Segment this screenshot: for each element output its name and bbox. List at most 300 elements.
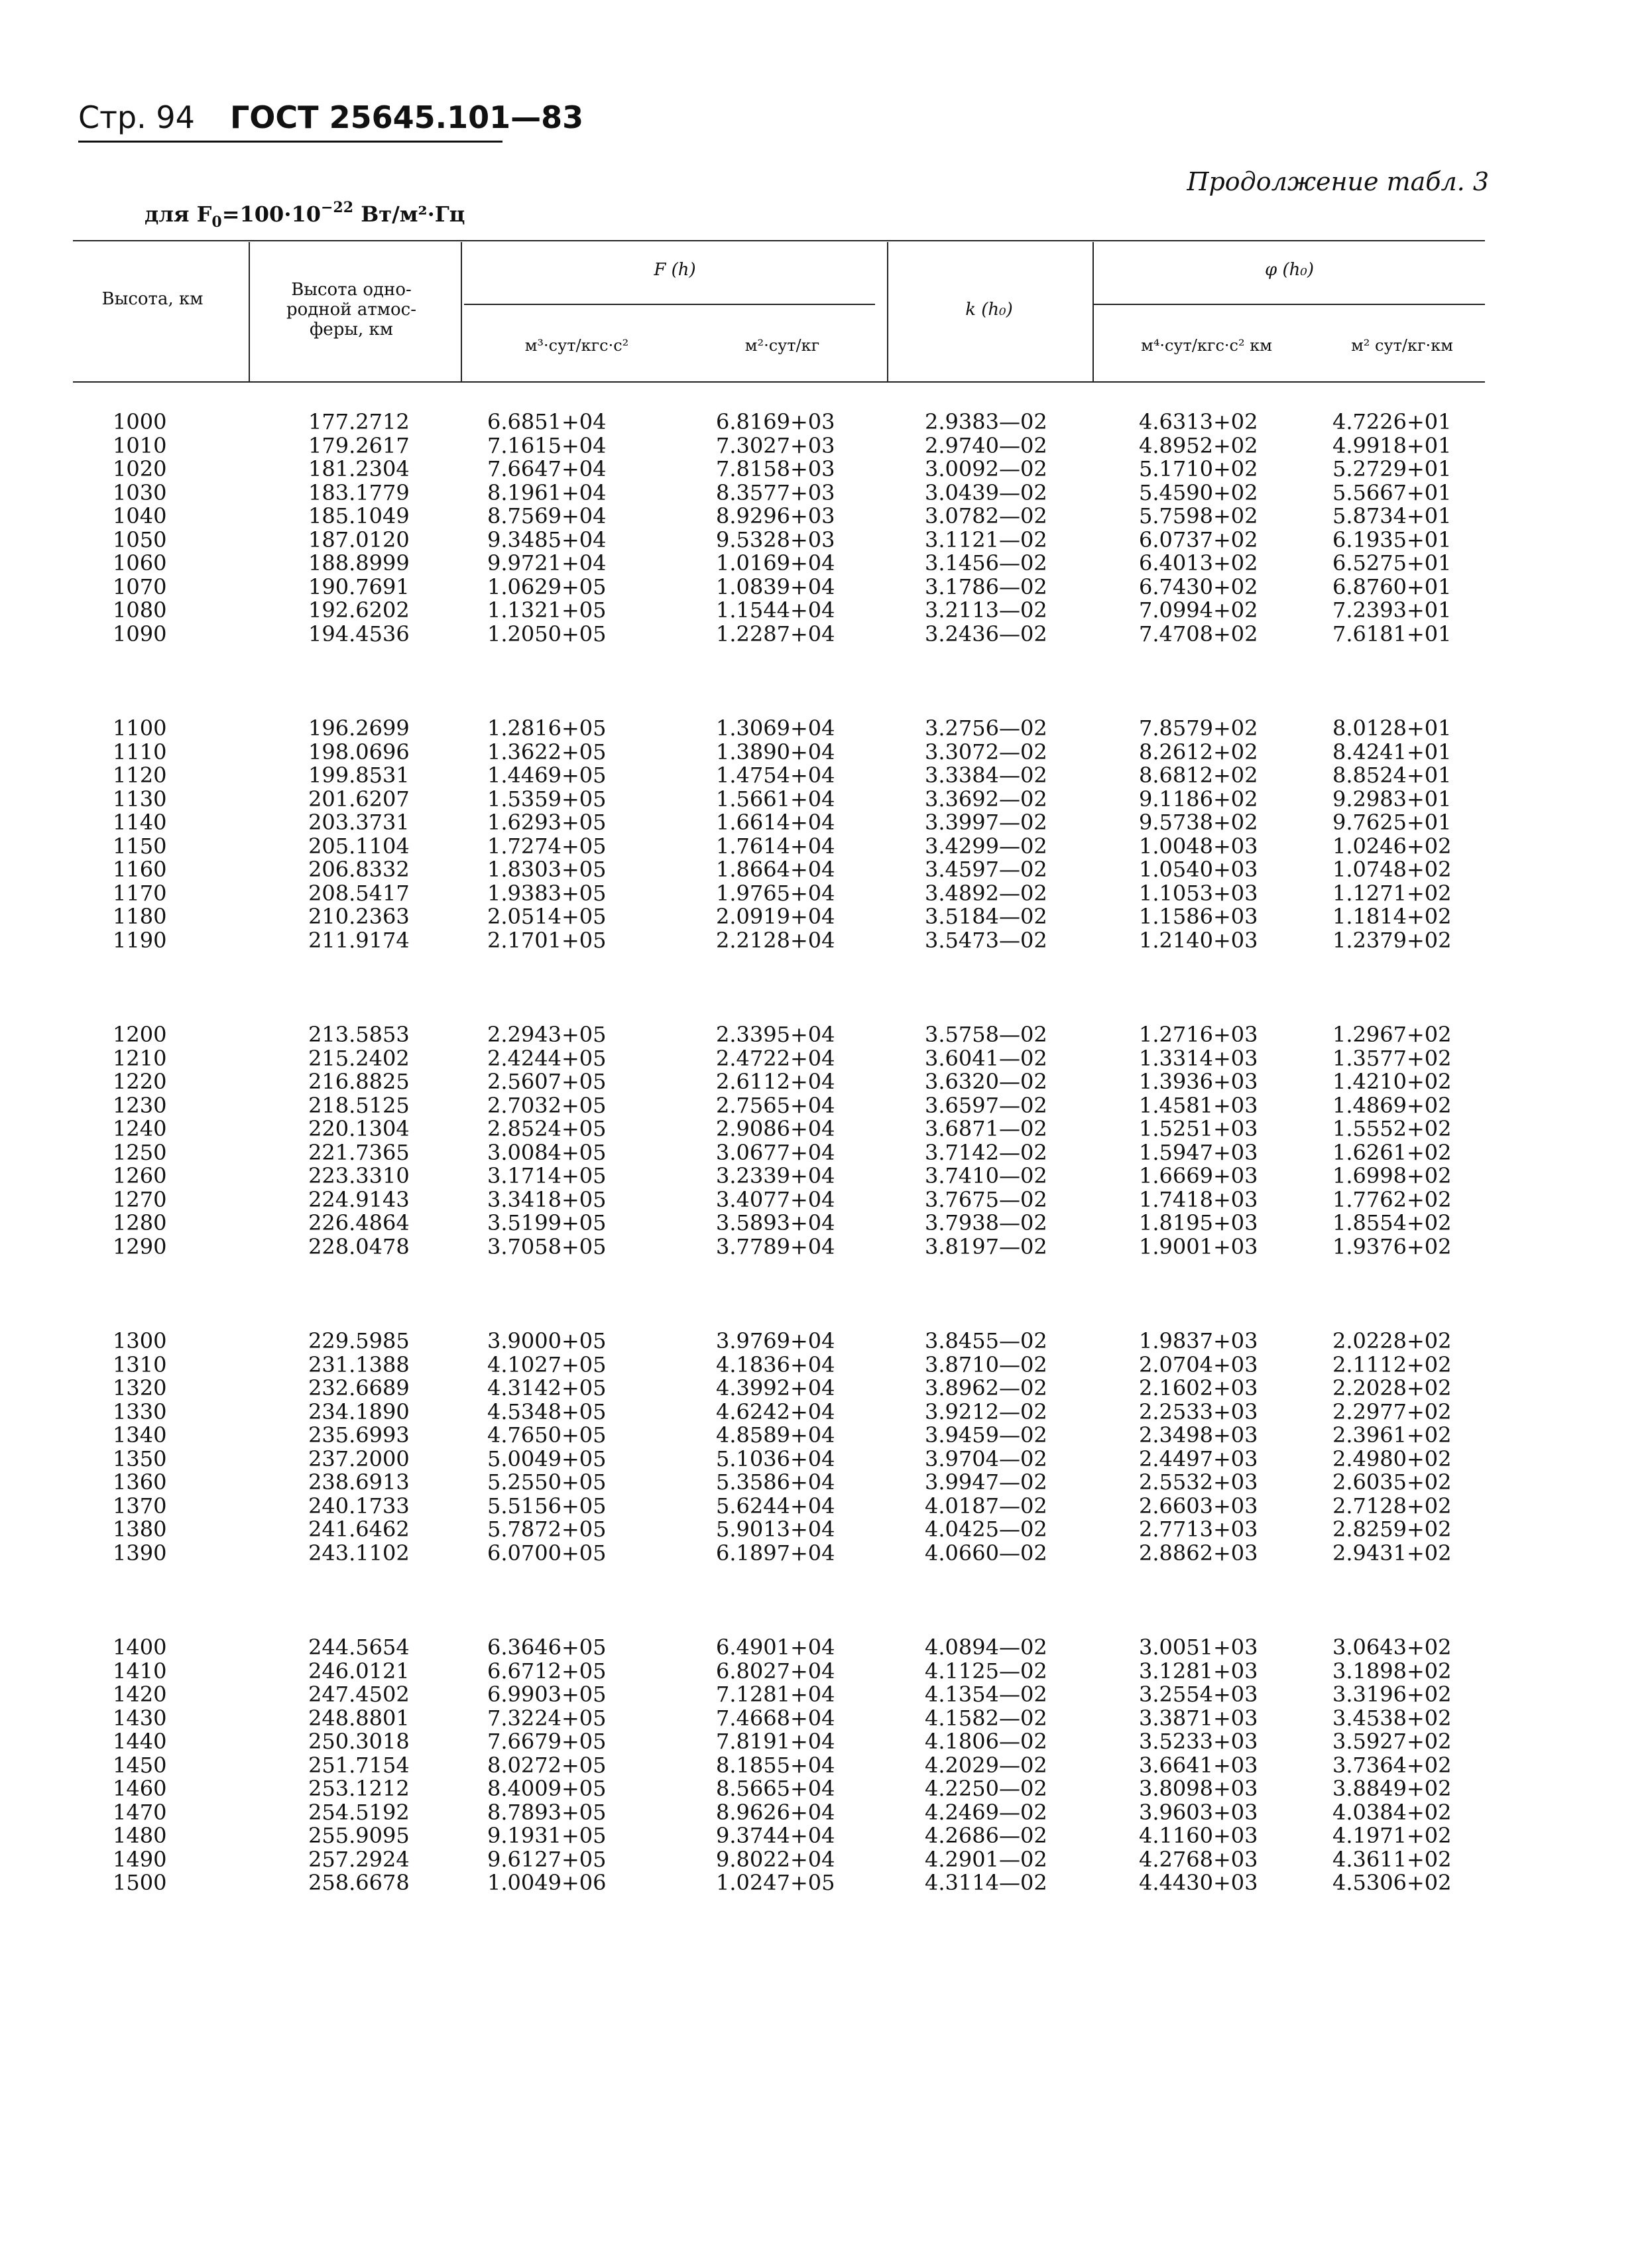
cell-homog: 238.6913 bbox=[308, 1469, 410, 1495]
table-row bbox=[0, 1659, 1652, 1683]
cell-homog: 190.7691 bbox=[308, 574, 410, 599]
cell-homog: 221.7365 bbox=[308, 1139, 410, 1165]
table-row bbox=[0, 881, 1652, 905]
cell-k: 3.5473—02 bbox=[925, 927, 1047, 953]
cell-F2: 4.6242+04 bbox=[716, 1399, 835, 1424]
table-row bbox=[0, 1847, 1652, 1871]
cell-F1: 6.6851+04 bbox=[487, 409, 607, 434]
cell-height: 1260 bbox=[113, 1163, 167, 1188]
table-row bbox=[0, 1517, 1652, 1541]
cell-k: 3.1456—02 bbox=[925, 550, 1047, 576]
table-row bbox=[0, 1871, 1652, 1895]
cell-phi2: 1.4210+02 bbox=[1332, 1069, 1452, 1094]
cell-phi2: 2.1112+02 bbox=[1332, 1351, 1452, 1377]
cell-F1: 9.9721+04 bbox=[487, 550, 607, 576]
cell-homog: 194.4536 bbox=[308, 621, 410, 647]
cell-homog: 251.7154 bbox=[308, 1752, 410, 1778]
cell-F2: 5.9013+04 bbox=[716, 1517, 835, 1542]
cell-k: 4.2469—02 bbox=[925, 1799, 1047, 1825]
cell-phi2: 3.1898+02 bbox=[1332, 1658, 1452, 1684]
header-bottom-rule bbox=[73, 381, 1485, 383]
cell-phi2: 7.2393+01 bbox=[1332, 597, 1452, 623]
table-row bbox=[0, 1235, 1652, 1259]
cell-homog: 208.5417 bbox=[308, 880, 410, 906]
cell-phi2: 7.6181+01 bbox=[1332, 621, 1452, 647]
cell-phi2: 2.4980+02 bbox=[1332, 1446, 1452, 1471]
cell-phi2: 2.2028+02 bbox=[1332, 1375, 1452, 1401]
table-row bbox=[0, 1211, 1652, 1235]
cell-homog: 213.5853 bbox=[308, 1022, 410, 1047]
cell-phi1: 4.6313+02 bbox=[1139, 409, 1258, 434]
cell-phi1: 1.1053+03 bbox=[1139, 880, 1258, 906]
cell-k: 3.7142—02 bbox=[925, 1139, 1047, 1165]
col-phi-unit2: м² сут/кг·км bbox=[1351, 336, 1453, 355]
col-phi-unit1: м⁴·сут/кгс·с² км bbox=[1141, 336, 1272, 355]
cell-phi1: 7.8579+02 bbox=[1139, 716, 1258, 741]
cell-height: 1130 bbox=[113, 786, 167, 812]
cell-F1: 2.8524+05 bbox=[487, 1116, 607, 1141]
cell-F2: 9.5328+03 bbox=[716, 527, 835, 552]
cell-height: 1330 bbox=[113, 1399, 167, 1424]
cell-phi2: 1.5552+02 bbox=[1332, 1116, 1452, 1141]
cell-height: 1500 bbox=[113, 1870, 167, 1895]
table-row bbox=[0, 1776, 1652, 1800]
cell-homog: 183.1779 bbox=[308, 479, 410, 505]
cell-phi1: 3.1281+03 bbox=[1139, 1658, 1258, 1684]
cell-F2: 3.5893+04 bbox=[716, 1210, 835, 1235]
table-row bbox=[0, 740, 1652, 764]
cell-phi1: 7.4708+02 bbox=[1139, 621, 1258, 647]
cell-homog: 229.5985 bbox=[308, 1328, 410, 1353]
table-row bbox=[0, 1729, 1652, 1753]
cell-homog: 218.5125 bbox=[308, 1092, 410, 1118]
cell-height: 1120 bbox=[113, 763, 167, 788]
cell-phi2: 9.2983+01 bbox=[1332, 786, 1452, 812]
cell-F2: 1.2287+04 bbox=[716, 621, 835, 647]
cell-F2: 1.6614+04 bbox=[716, 810, 835, 835]
cell-F2: 2.4722+04 bbox=[716, 1045, 835, 1071]
cell-phi1: 3.6641+03 bbox=[1139, 1752, 1258, 1778]
cell-phi2: 2.8259+02 bbox=[1332, 1517, 1452, 1542]
cell-phi2: 2.0228+02 bbox=[1332, 1328, 1452, 1353]
cell-phi2: 1.1271+02 bbox=[1332, 880, 1452, 906]
cell-height: 1200 bbox=[113, 1022, 167, 1047]
cell-F1: 5.2550+05 bbox=[487, 1469, 607, 1495]
flux-condition bbox=[145, 199, 465, 231]
cell-F1: 1.5359+05 bbox=[487, 786, 607, 812]
cell-height: 1040 bbox=[113, 503, 167, 529]
cell-F1: 7.6679+05 bbox=[487, 1729, 607, 1754]
table-row bbox=[0, 1682, 1652, 1706]
cell-phi2: 1.2379+02 bbox=[1332, 927, 1452, 953]
cell-homog: 211.9174 bbox=[308, 927, 410, 953]
cell-homog: 201.6207 bbox=[308, 786, 410, 812]
cell-phi2: 1.8554+02 bbox=[1332, 1210, 1452, 1235]
cell-F1: 3.9000+05 bbox=[487, 1328, 607, 1353]
cell-k: 3.2113—02 bbox=[925, 597, 1047, 623]
cell-k: 3.5758—02 bbox=[925, 1022, 1047, 1047]
table-row bbox=[0, 1706, 1652, 1730]
cell-homog: 199.8531 bbox=[308, 763, 410, 788]
table-row bbox=[0, 1353, 1652, 1377]
cell-F1: 9.3485+04 bbox=[487, 527, 607, 552]
cell-F1: 8.7893+05 bbox=[487, 1799, 607, 1825]
cell-phi2: 1.4869+02 bbox=[1332, 1092, 1452, 1118]
cell-homog: 241.6462 bbox=[308, 1517, 410, 1542]
cell-k: 3.1786—02 bbox=[925, 574, 1047, 599]
cell-phi1: 3.3871+03 bbox=[1139, 1705, 1258, 1731]
cell-homog: 234.1890 bbox=[308, 1399, 410, 1424]
cell-phi1: 8.2612+02 bbox=[1139, 739, 1258, 765]
cell-F1: 6.6712+05 bbox=[487, 1658, 607, 1684]
cell-phi1: 1.6669+03 bbox=[1139, 1163, 1258, 1188]
cell-F1: 2.0514+05 bbox=[487, 904, 607, 929]
cell-k: 4.2686—02 bbox=[925, 1823, 1047, 1848]
cell-height: 1350 bbox=[113, 1446, 167, 1471]
table-row bbox=[0, 622, 1652, 646]
cell-F2: 5.3586+04 bbox=[716, 1469, 835, 1495]
cell-k: 3.9704—02 bbox=[925, 1446, 1047, 1471]
cell-F1: 8.4009+05 bbox=[487, 1776, 607, 1801]
cell-phi2: 8.0128+01 bbox=[1332, 716, 1452, 741]
flux-units: Вт/м²·Гц bbox=[353, 202, 465, 227]
table-row bbox=[0, 551, 1652, 575]
cell-homog: 226.4864 bbox=[308, 1210, 410, 1235]
header-phi-divider bbox=[1094, 304, 1485, 305]
cell-height: 1450 bbox=[113, 1752, 167, 1778]
cell-phi2: 3.8849+02 bbox=[1332, 1776, 1452, 1801]
cell-phi1: 2.5532+03 bbox=[1139, 1469, 1258, 1495]
cell-phi1: 5.7598+02 bbox=[1139, 503, 1258, 529]
cell-height: 1070 bbox=[113, 574, 167, 599]
cell-homog: 254.5192 bbox=[308, 1799, 410, 1825]
table-row bbox=[0, 504, 1652, 528]
cell-phi1: 6.4013+02 bbox=[1139, 550, 1258, 576]
flux-subscript: 0 bbox=[211, 214, 222, 231]
cell-phi1: 3.5233+03 bbox=[1139, 1729, 1258, 1754]
cell-k: 3.3384—02 bbox=[925, 763, 1047, 788]
cell-F2: 8.1855+04 bbox=[716, 1752, 835, 1778]
cell-homog: 206.8332 bbox=[308, 857, 410, 882]
cell-height: 1170 bbox=[113, 880, 167, 906]
table-row bbox=[0, 528, 1652, 552]
cell-phi1: 9.1186+02 bbox=[1139, 786, 1258, 812]
cell-height: 1400 bbox=[113, 1635, 167, 1660]
cell-homog: 255.9095 bbox=[308, 1823, 410, 1848]
cell-phi2: 1.6261+02 bbox=[1332, 1139, 1452, 1165]
cell-height: 1470 bbox=[113, 1799, 167, 1825]
cell-phi2: 1.9376+02 bbox=[1332, 1233, 1452, 1259]
cell-height: 1300 bbox=[113, 1328, 167, 1353]
cell-F1: 5.7872+05 bbox=[487, 1517, 607, 1542]
cell-k: 4.0660—02 bbox=[925, 1540, 1047, 1566]
cell-phi1: 5.1710+02 bbox=[1139, 456, 1258, 481]
cell-k: 3.3072—02 bbox=[925, 739, 1047, 765]
cell-phi2: 8.4241+01 bbox=[1332, 739, 1452, 765]
cell-F2: 2.3395+04 bbox=[716, 1022, 835, 1047]
cell-k: 4.0187—02 bbox=[925, 1493, 1047, 1519]
cell-F2: 1.5661+04 bbox=[716, 786, 835, 812]
cell-height: 1240 bbox=[113, 1116, 167, 1141]
cell-F2: 8.5665+04 bbox=[716, 1776, 835, 1801]
cell-phi1: 3.0051+03 bbox=[1139, 1635, 1258, 1660]
cell-F2: 3.7789+04 bbox=[716, 1233, 835, 1259]
cell-phi2: 5.2729+01 bbox=[1332, 456, 1452, 481]
cell-F1: 8.1961+04 bbox=[487, 479, 607, 505]
cell-phi1: 2.1602+03 bbox=[1139, 1375, 1258, 1401]
cell-phi2: 4.7226+01 bbox=[1332, 409, 1452, 434]
cell-phi1: 4.4430+03 bbox=[1139, 1870, 1258, 1895]
cell-phi1: 1.9837+03 bbox=[1139, 1328, 1258, 1353]
table-row bbox=[0, 716, 1652, 740]
cell-F2: 2.2128+04 bbox=[716, 927, 835, 953]
cell-height: 1250 bbox=[113, 1139, 167, 1165]
continuation-label: Продолжение табл. 3 bbox=[1187, 167, 1489, 196]
col-F-unit1: м³·сут/кгс·с² bbox=[524, 336, 629, 355]
cell-F1: 4.1027+05 bbox=[487, 1351, 607, 1377]
cell-F1: 8.7569+04 bbox=[487, 503, 607, 529]
col-homog-height: Высота однородной атмосферы, км bbox=[286, 280, 416, 340]
cell-height: 1310 bbox=[113, 1351, 167, 1377]
cell-F2: 7.8158+03 bbox=[716, 456, 835, 481]
cell-phi2: 2.7128+02 bbox=[1332, 1493, 1452, 1519]
cell-F2: 1.3890+04 bbox=[716, 739, 835, 765]
cell-k: 3.6320—02 bbox=[925, 1069, 1047, 1094]
cell-phi1: 4.2768+03 bbox=[1139, 1846, 1258, 1872]
cell-phi1: 2.0704+03 bbox=[1139, 1351, 1258, 1377]
cell-k: 3.8962—02 bbox=[925, 1375, 1047, 1401]
cell-F1: 1.2050+05 bbox=[487, 621, 607, 647]
cell-homog: 243.1102 bbox=[308, 1540, 410, 1566]
table-row bbox=[0, 787, 1652, 811]
cell-homog: 257.2924 bbox=[308, 1846, 410, 1872]
cell-F1: 3.7058+05 bbox=[487, 1233, 607, 1259]
cell-homog: 258.6678 bbox=[308, 1870, 410, 1895]
cell-homog: 187.0120 bbox=[308, 527, 410, 552]
cell-height: 1340 bbox=[113, 1422, 167, 1448]
cell-homog: 220.1304 bbox=[308, 1116, 410, 1141]
cell-k: 3.4597—02 bbox=[925, 857, 1047, 882]
cell-phi1: 1.2716+03 bbox=[1139, 1022, 1258, 1047]
cell-homog: 250.3018 bbox=[308, 1729, 410, 1754]
header-F-divider bbox=[464, 304, 875, 305]
cell-F1: 4.3142+05 bbox=[487, 1375, 607, 1401]
cell-phi1: 1.5947+03 bbox=[1139, 1139, 1258, 1165]
cell-phi1: 1.8195+03 bbox=[1139, 1210, 1258, 1235]
cell-k: 3.9212—02 bbox=[925, 1399, 1047, 1424]
col-F-unit2: м²·сут/кг bbox=[744, 336, 820, 355]
cell-homog: 203.3731 bbox=[308, 810, 410, 835]
cell-height: 1380 bbox=[113, 1517, 167, 1542]
cell-k: 4.0425—02 bbox=[925, 1517, 1047, 1542]
cell-phi1: 8.6812+02 bbox=[1139, 763, 1258, 788]
cell-homog: 231.1388 bbox=[308, 1351, 410, 1377]
header-vline bbox=[1092, 242, 1094, 381]
cell-k: 3.8710—02 bbox=[925, 1351, 1047, 1377]
cell-F1: 4.7650+05 bbox=[487, 1422, 607, 1448]
cell-k: 4.1806—02 bbox=[925, 1729, 1047, 1754]
cell-height: 1080 bbox=[113, 597, 167, 623]
cell-phi1: 2.6603+03 bbox=[1139, 1493, 1258, 1519]
cell-phi1: 1.2140+03 bbox=[1139, 927, 1258, 953]
cell-F2: 6.1897+04 bbox=[716, 1540, 835, 1566]
cell-phi1: 4.8952+02 bbox=[1139, 432, 1258, 458]
cell-k: 3.2756—02 bbox=[925, 716, 1047, 741]
cell-height: 1140 bbox=[113, 810, 167, 835]
col-k: k (h₀) bbox=[965, 300, 1013, 320]
cell-height: 1410 bbox=[113, 1658, 167, 1684]
table-row bbox=[0, 1023, 1652, 1046]
table-row bbox=[0, 1447, 1652, 1471]
cell-phi2: 4.0384+02 bbox=[1332, 1799, 1452, 1825]
table-row bbox=[0, 810, 1652, 834]
cell-phi2: 1.6998+02 bbox=[1332, 1163, 1452, 1188]
cell-k: 4.2250—02 bbox=[925, 1776, 1047, 1801]
cell-height: 1390 bbox=[113, 1540, 167, 1566]
table-row bbox=[0, 1046, 1652, 1070]
table-row bbox=[0, 1188, 1652, 1212]
cell-F1: 2.2943+05 bbox=[487, 1022, 607, 1047]
cell-F2: 1.1544+04 bbox=[716, 597, 835, 623]
cell-F1: 6.9903+05 bbox=[487, 1682, 607, 1707]
cell-F2: 3.0677+04 bbox=[716, 1139, 835, 1165]
table-row bbox=[0, 857, 1652, 881]
cell-k: 3.4892—02 bbox=[925, 880, 1047, 906]
cell-F1: 3.1714+05 bbox=[487, 1163, 607, 1188]
cell-phi1: 6.0737+02 bbox=[1139, 527, 1258, 552]
cell-F2: 1.3069+04 bbox=[716, 716, 835, 741]
table-row bbox=[0, 928, 1652, 952]
cell-phi2: 3.5927+02 bbox=[1332, 1729, 1452, 1754]
cell-phi2: 5.8734+01 bbox=[1332, 503, 1452, 529]
table-row bbox=[0, 457, 1652, 481]
cell-k: 3.2436—02 bbox=[925, 621, 1047, 647]
cell-k: 3.0092—02 bbox=[925, 456, 1047, 481]
cell-phi2: 2.6035+02 bbox=[1332, 1469, 1452, 1495]
cell-height: 1230 bbox=[113, 1092, 167, 1118]
cell-F1: 5.0049+05 bbox=[487, 1446, 607, 1471]
cell-F2: 2.6112+04 bbox=[716, 1069, 835, 1094]
cell-phi2: 2.2977+02 bbox=[1332, 1399, 1452, 1424]
cell-F2: 8.3577+03 bbox=[716, 479, 835, 505]
cell-phi2: 1.0748+02 bbox=[1332, 857, 1452, 882]
header-vline bbox=[461, 242, 462, 381]
standard-title: ГОСТ 25645.101—83 bbox=[230, 99, 584, 135]
cell-height: 1220 bbox=[113, 1069, 167, 1094]
cell-homog: 228.0478 bbox=[308, 1233, 410, 1259]
cell-F2: 6.8027+04 bbox=[716, 1658, 835, 1684]
cell-k: 4.2901—02 bbox=[925, 1846, 1047, 1872]
cell-F1: 7.6647+04 bbox=[487, 456, 607, 481]
cell-F2: 7.1281+04 bbox=[716, 1682, 835, 1707]
cell-height: 1150 bbox=[113, 833, 167, 859]
cell-homog: 247.4502 bbox=[308, 1682, 410, 1707]
cell-F1: 1.6293+05 bbox=[487, 810, 607, 835]
table-row bbox=[0, 1470, 1652, 1494]
cell-F2: 1.9765+04 bbox=[716, 880, 835, 906]
cell-F2: 9.8022+04 bbox=[716, 1846, 835, 1872]
cell-homog: 240.1733 bbox=[308, 1493, 410, 1519]
cell-F2: 8.9626+04 bbox=[716, 1799, 835, 1825]
cell-F1: 1.0049+06 bbox=[487, 1870, 607, 1895]
cell-k: 3.7938—02 bbox=[925, 1210, 1047, 1235]
cell-F2: 8.9296+03 bbox=[716, 503, 835, 529]
cell-phi1: 3.2554+03 bbox=[1139, 1682, 1258, 1707]
cell-homog: 235.6993 bbox=[308, 1422, 410, 1448]
cell-phi2: 1.2967+02 bbox=[1332, 1022, 1452, 1047]
cell-k: 4.1582—02 bbox=[925, 1705, 1047, 1731]
cell-phi1: 5.4590+02 bbox=[1139, 479, 1258, 505]
cell-F1: 1.9383+05 bbox=[487, 880, 607, 906]
cell-F2: 5.1036+04 bbox=[716, 1446, 835, 1471]
cell-phi1: 1.3314+03 bbox=[1139, 1045, 1258, 1071]
table-row bbox=[0, 904, 1652, 928]
cell-phi2: 3.4538+02 bbox=[1332, 1705, 1452, 1731]
cell-k: 3.9947—02 bbox=[925, 1469, 1047, 1495]
table-row bbox=[0, 1164, 1652, 1188]
cell-phi1: 2.4497+03 bbox=[1139, 1446, 1258, 1471]
cell-phi2: 2.9431+02 bbox=[1332, 1540, 1452, 1566]
cell-height: 1440 bbox=[113, 1729, 167, 1754]
cell-phi2: 1.0246+02 bbox=[1332, 833, 1452, 859]
cell-phi2: 1.1814+02 bbox=[1332, 904, 1452, 929]
cell-phi2: 4.1971+02 bbox=[1332, 1823, 1452, 1848]
cell-phi2: 6.5275+01 bbox=[1332, 550, 1452, 576]
cell-k: 3.7675—02 bbox=[925, 1186, 1047, 1212]
cell-phi1: 3.8098+03 bbox=[1139, 1776, 1258, 1801]
table-row bbox=[0, 1070, 1652, 1093]
cell-F1: 7.1615+04 bbox=[487, 432, 607, 458]
cell-F2: 7.4668+04 bbox=[716, 1705, 835, 1731]
cell-F2: 3.4077+04 bbox=[716, 1186, 835, 1212]
cell-k: 3.5184—02 bbox=[925, 904, 1047, 929]
cell-phi2: 9.7625+01 bbox=[1332, 810, 1452, 835]
cell-height: 1210 bbox=[113, 1045, 167, 1071]
cell-F1: 3.3418+05 bbox=[487, 1186, 607, 1212]
flux-mid: =100·10 bbox=[221, 202, 321, 227]
cell-k: 3.6041—02 bbox=[925, 1045, 1047, 1071]
table-row bbox=[0, 834, 1652, 858]
cell-homog: 210.2363 bbox=[308, 904, 410, 929]
table-row bbox=[0, 1635, 1652, 1659]
cell-k: 3.1121—02 bbox=[925, 527, 1047, 552]
cell-height: 1290 bbox=[113, 1233, 167, 1259]
table-row bbox=[0, 1141, 1652, 1164]
table-row bbox=[0, 1753, 1652, 1777]
table-row bbox=[0, 1824, 1652, 1847]
header-top-rule bbox=[73, 240, 1485, 241]
cell-k: 4.3114—02 bbox=[925, 1870, 1047, 1895]
cell-k: 3.3997—02 bbox=[925, 810, 1047, 835]
cell-k: 3.0782—02 bbox=[925, 503, 1047, 529]
cell-F2: 1.0169+04 bbox=[716, 550, 835, 576]
cell-k: 4.1354—02 bbox=[925, 1682, 1047, 1707]
header-vline bbox=[249, 242, 250, 381]
cell-phi1: 6.7430+02 bbox=[1139, 574, 1258, 599]
cell-F1: 3.5199+05 bbox=[487, 1210, 607, 1235]
cell-F2: 1.7614+04 bbox=[716, 833, 835, 859]
cell-height: 1420 bbox=[113, 1682, 167, 1707]
col-F: F (h) bbox=[654, 260, 696, 280]
cell-height: 1110 bbox=[113, 739, 167, 765]
cell-F1: 1.2816+05 bbox=[487, 716, 607, 741]
cell-homog: 237.2000 bbox=[308, 1446, 410, 1471]
cell-phi1: 2.3498+03 bbox=[1139, 1422, 1258, 1448]
cell-k: 3.6597—02 bbox=[925, 1092, 1047, 1118]
cell-k: 2.9740—02 bbox=[925, 432, 1047, 458]
table-row bbox=[0, 763, 1652, 787]
cell-height: 1480 bbox=[113, 1823, 167, 1848]
